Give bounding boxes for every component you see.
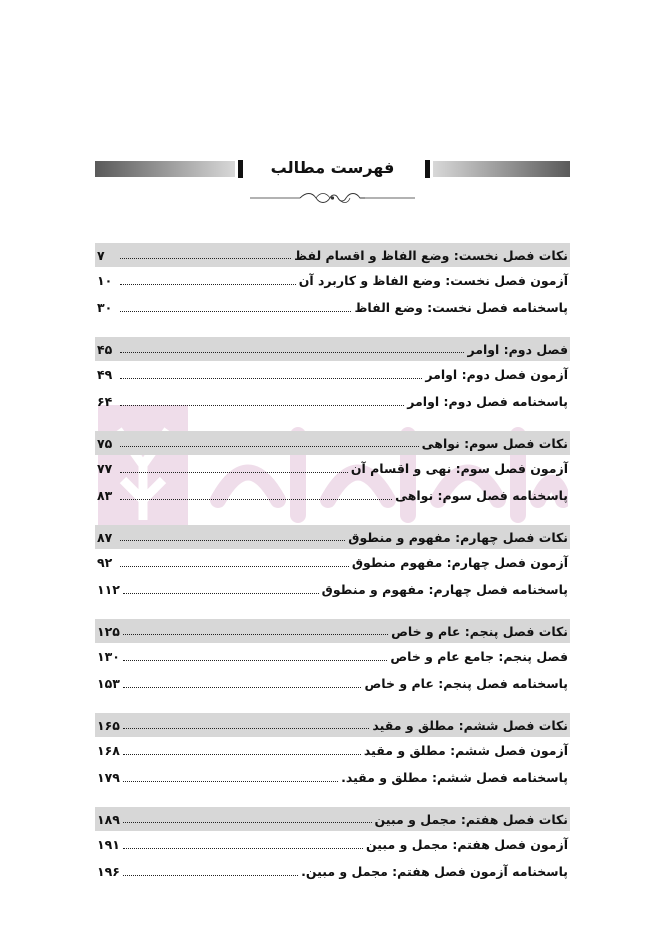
toc-page-number: ۱۳۰ [97,649,120,664]
toc-leader-dots [120,283,296,285]
toc-entry-title: پاسخنامه فصل سوم: نواهی [395,488,568,503]
toc-entry-title: نکات فصل سوم: نواهی [421,435,568,451]
toc-page-number: ۱۶۵ [97,717,120,733]
toc-page-number: ۱۵۳ [97,676,120,691]
toc-entry[interactable] [95,361,570,388]
toc-chapter-group [95,243,570,321]
toc-entry-title: فصل دوم: اوامر [467,341,568,357]
toc-leader-dots [120,404,404,406]
toc-chapter-group [95,431,570,509]
toc-entry-title: پاسخنامه آزمون فصل هفتم: مجمل و مبین. [301,864,568,879]
toc-entry-title: آزمون فصل ششم: مطلق و مقید [363,743,568,758]
toc-chapter-group [95,807,570,885]
table-of-contents [95,243,570,901]
toc-chapter-heading[interactable] [95,713,570,737]
toc-entry-title: فصل پنجم: جامع عام و خاص [390,649,568,664]
toc-entry-title: پاسخنامه فصل نخست: وضع الفاظ [354,300,568,315]
toc-leader-dots [123,659,387,661]
toc-entry[interactable] [95,294,570,321]
toc-page-number: ۱۹۶ [97,864,120,879]
toc-chapter-heading[interactable] [95,525,570,549]
ornament-divider-icon [250,191,415,205]
toc-entry[interactable] [95,764,570,791]
toc-entry[interactable] [95,549,570,576]
toc-entry-title: نکات فصل هفتم: مجمل و مبین [374,811,568,827]
toc-page-number: ۱۰ [97,273,113,288]
toc-entry[interactable] [95,670,570,697]
toc-leader-dots [120,539,345,541]
toc-chapter-heading[interactable] [95,431,570,455]
toc-chapter-heading[interactable] [95,619,570,643]
toc-page-number: ۴۹ [97,367,113,382]
toc-leader-dots [123,874,298,876]
toc-entry[interactable] [95,455,570,482]
toc-page-number: ۷۵ [97,435,113,451]
toc-leader-dots [123,821,372,823]
toc-entry-title: آزمون فصل چهارم: مفهوم منطوق [351,555,568,570]
toc-entry-title: نکات فصل چهارم: مفهوم و منطوق [348,529,568,545]
toc-leader-dots [120,310,351,312]
toc-page-number: ۹۲ [97,555,113,570]
toc-entry[interactable] [95,482,570,509]
title-bar-left-cap [238,160,243,178]
title-bar-right [433,161,570,177]
toc-leader-dots [120,351,464,353]
toc-chapter-heading[interactable] [95,243,570,267]
toc-leader-dots [120,565,349,567]
toc-page-number: ۱۶۸ [97,743,120,758]
toc-leader-dots [123,847,363,849]
toc-page-number: ۳۰ [97,300,113,315]
toc-leader-dots [123,727,370,729]
toc-chapter-heading[interactable] [95,807,570,831]
toc-leader-dots [123,686,362,688]
toc-entry-title: نکات فصل نخست: وضع الفاظ و اقسام لفظ [294,247,568,263]
toc-entry-title: پاسخنامه فصل ششم: مطلق و مقید. [341,770,568,785]
toc-entry[interactable] [95,267,570,294]
toc-leader-dots [120,377,422,379]
toc-entry-title: پاسخنامه فصل پنجم: عام و خاص [364,676,568,691]
toc-leader-dots [120,257,291,259]
toc-page-number: ۱۷۹ [97,770,120,785]
toc-entry-title: آزمون فصل سوم: نهی و اقسام آن [350,461,568,476]
title-bar-left [95,161,235,177]
toc-page-number: ۸۳ [97,488,113,503]
toc-entry-title: آزمون فصل دوم: اوامر [425,367,568,382]
toc-chapter-heading[interactable] [95,337,570,361]
toc-entry-title: آزمون فصل نخست: وضع الفاظ و کاربرد آن [298,273,568,288]
toc-entry[interactable] [95,858,570,885]
toc-leader-dots [120,445,419,447]
toc-chapter-group [95,337,570,415]
toc-entry[interactable] [95,831,570,858]
toc-page-number: ۱۸۹ [97,811,120,827]
toc-entry-title: پاسخنامه فصل چهارم: مفهوم و منطوق [321,582,568,597]
toc-chapter-group [95,619,570,697]
toc-entry[interactable] [95,388,570,415]
toc-chapter-group [95,713,570,791]
toc-page-number: ۸۷ [97,529,113,545]
toc-page-number: ۱۲۵ [97,623,120,639]
toc-page-number: ۷۷ [97,461,113,476]
toc-leader-dots [123,592,319,594]
toc-page-number: ۶۴ [97,394,113,409]
toc-leader-dots [120,498,392,500]
toc-entry-title: نکات فصل پنجم: عام و خاص [391,623,568,639]
toc-entry-title: آزمون فصل هفتم: مجمل و مبین [366,837,568,852]
toc-leader-dots [120,471,348,473]
toc-leader-dots [123,780,338,782]
toc-page-number: ۱۱۲ [97,582,120,597]
toc-entry[interactable] [95,737,570,764]
toc-entry[interactable] [95,576,570,603]
toc-entry[interactable] [95,643,570,670]
page-title: فهرست مطالب [270,158,395,177]
toc-leader-dots [123,633,388,635]
toc-leader-dots [123,753,361,755]
toc-page-number: ۱۹۱ [97,837,120,852]
toc-entry-title: پاسخنامه فصل دوم: اوامر [407,394,568,409]
toc-page-number: ۷ [97,247,105,263]
toc-chapter-group [95,525,570,603]
toc-page-number: ۴۵ [97,341,113,357]
toc-entry-title: نکات فصل ششم: مطلق و مقید [372,717,568,733]
title-banner [95,158,570,180]
title-bar-right-cap [425,160,430,178]
